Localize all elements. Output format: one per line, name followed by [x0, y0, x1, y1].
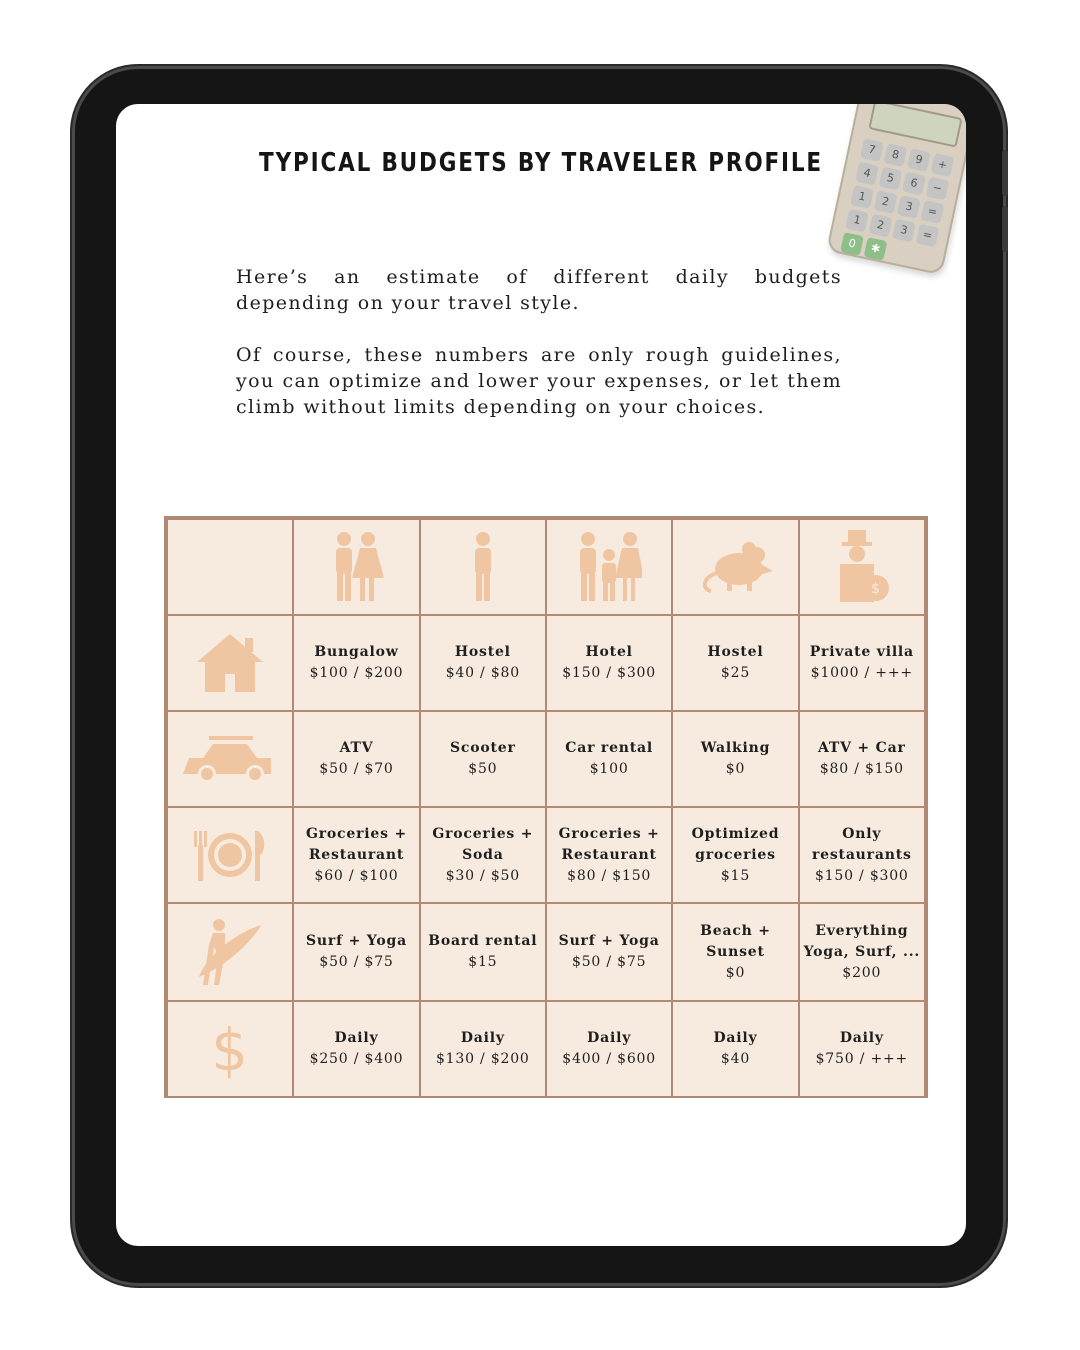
budget-cell-price: $80 / $150 [819, 761, 904, 777]
budget-cell-price: $400 / $600 [562, 1051, 656, 1067]
budget-cell-label: Scooter [449, 740, 516, 756]
budget-cell [672, 615, 798, 711]
budget-cell-label: Daily [587, 1030, 632, 1046]
budget-cell [420, 1001, 546, 1097]
calculator-key: = [921, 200, 945, 224]
budget-row [167, 711, 925, 807]
budget-cell-price: $150 / $300 [814, 867, 909, 884]
intro-paragraph: Here’s an estimate of different daily budgets depending on your travel style. [236, 266, 842, 314]
budget-cell [546, 903, 672, 1001]
budget-cell-label: Everything Yoga, Surf, ... [803, 922, 921, 960]
budget-cell-price: $50 [468, 761, 498, 777]
budget-cell-label: Walking [700, 740, 771, 756]
budget-cell [420, 711, 546, 807]
calculator-key: 5 [879, 167, 903, 191]
budget-cell-price: $750 / +++ [815, 1051, 909, 1067]
budget-cell-label: Groceries + Restaurant [558, 825, 660, 863]
budget-cell-label: Board rental [428, 933, 538, 949]
budget-cell-price: $150 / $300 [562, 665, 656, 681]
calculator-body [826, 104, 966, 275]
calculator-display [868, 104, 962, 148]
calculator-key: 8 [884, 143, 908, 167]
budget-cell [672, 711, 798, 807]
budget-cell-price: $80 / $150 [567, 867, 652, 884]
budget-cell-label: Bungalow [314, 644, 399, 660]
budget-cell-price: $30 / $50 [445, 867, 520, 884]
budget-cell [420, 903, 546, 1001]
budget-cell-label: Car rental [565, 740, 654, 756]
calculator-key: 7 [860, 138, 884, 162]
tablet-screen [116, 104, 966, 1246]
budget-cell [293, 903, 419, 1001]
budget-row [167, 807, 925, 903]
budget-cell [420, 615, 546, 711]
calculator-key: 9 [907, 148, 931, 172]
budget-cell-label: Daily [334, 1030, 379, 1046]
budget-cell-price: $40 / $80 [445, 665, 520, 681]
budget-cell-price: $100 / $200 [309, 665, 404, 681]
budget-row [167, 903, 925, 1001]
budget-cell [672, 1001, 798, 1097]
calculator-illustration [822, 104, 966, 302]
budget-cell-label: Surf + Yoga [558, 933, 660, 949]
calculator-key: 2 [869, 214, 893, 238]
budget-cell [546, 711, 672, 807]
budget-cell-price: $50 / $75 [572, 954, 647, 970]
couple-icon [293, 519, 419, 615]
tablet-side-button [1002, 206, 1008, 252]
svg-text:$: $ [870, 581, 881, 597]
corner-cell [167, 519, 293, 615]
budget-cell [799, 615, 925, 711]
budget-cell [799, 807, 925, 903]
calculator-key: 1 [845, 209, 869, 233]
budget-cell-label: Hostel [454, 644, 511, 660]
budget-cell-label: Daily [839, 1030, 884, 1046]
budget-cell-label: Private villa [809, 644, 914, 660]
solo-traveler-icon [420, 519, 546, 615]
svg-text:$: $ [211, 1018, 250, 1080]
profile-header-row [167, 519, 925, 615]
budget-cell [420, 807, 546, 903]
budget-cell-price: $200 [842, 964, 882, 981]
calculator-key: 4 [855, 162, 879, 186]
surfer-icon [167, 903, 293, 1001]
budget-cell [799, 711, 925, 807]
budget-cell [293, 711, 419, 807]
plate-cutlery-icon [167, 807, 293, 903]
house-icon [167, 615, 293, 711]
budget-cell-label: ATV + Car [817, 740, 906, 756]
dollar-icon [167, 1001, 293, 1097]
budget-cell-label: Daily [460, 1030, 505, 1046]
calculator-key: 6 [902, 172, 926, 196]
family-icon [546, 519, 672, 615]
budget-cell-label: Groceries + Restaurant [305, 825, 407, 863]
calculator-keypad [840, 138, 958, 271]
calculator-key: 3 [897, 195, 921, 219]
calculator-key: + [931, 153, 955, 177]
budget-cell-price: $40 [720, 1051, 751, 1067]
car-icon [167, 711, 293, 807]
rich-traveler-icon [799, 519, 925, 615]
budget-cell-label: Surf + Yoga [306, 933, 407, 949]
calculator-key: 3 [892, 219, 916, 243]
guideline-paragraph: Of course, these numbers are only rough guidelines, you can optimize and lower your expenses, or let them climb without limits depending on your choices. [236, 344, 842, 418]
budget-row [167, 1001, 925, 1097]
budget-cell [799, 903, 925, 1001]
budget-cell-label: Optimized groceries [691, 825, 780, 863]
budget-cell-price: $50 / $70 [319, 761, 394, 777]
calculator-key: 2 [874, 190, 898, 214]
budget-cell-price: $15 [468, 954, 498, 970]
calculator-key: 1 [850, 185, 874, 209]
budget-cell [293, 615, 419, 711]
page-title: TYPICAL BUDGETS BY TRAVELER PROFILE [259, 148, 823, 178]
budget-cell-label: Groceries + Soda [432, 825, 534, 863]
budget-table [164, 516, 928, 1098]
budget-cell [672, 807, 798, 903]
rat-icon [672, 519, 798, 615]
budget-cell-price: $250 / $400 [309, 1051, 404, 1067]
budget-cell [546, 1001, 672, 1097]
budget-cell-price: $0 [725, 964, 746, 981]
budget-cell-price: $50 / $75 [319, 954, 394, 970]
budget-cell-price: $60 / $100 [314, 867, 399, 884]
calculator-key: 0 [840, 232, 864, 256]
budget-cell-price: $25 [720, 665, 751, 681]
budget-cell [546, 615, 672, 711]
calculator-key: = [916, 224, 940, 248]
calculator-key: − [926, 177, 950, 201]
budget-cell-price: $15 [720, 867, 751, 884]
budget-cell-label: ATV [339, 740, 374, 756]
budget-cell [293, 807, 419, 903]
budget-cell-label: Hotel [585, 644, 633, 660]
budget-cell [799, 1001, 925, 1097]
budget-cell-label: Daily [713, 1030, 758, 1046]
budget-cell [672, 903, 798, 1001]
budget-cell-label: Only restaurants [811, 825, 912, 863]
budget-cell-price: $0 [725, 761, 746, 777]
budget-cell [546, 807, 672, 903]
budget-cell-label: Hostel [707, 644, 764, 660]
budget-cell-label: Beach + Sunset [700, 922, 771, 960]
budget-cell [293, 1001, 419, 1097]
budget-cell-price: $1000 / +++ [810, 665, 913, 681]
tablet-side-button [1002, 150, 1008, 196]
calculator-key: ✱ [864, 237, 888, 261]
budget-cell-price: $100 [589, 761, 629, 777]
budget-row [167, 615, 925, 711]
budget-cell-price: $130 / $200 [435, 1051, 530, 1067]
